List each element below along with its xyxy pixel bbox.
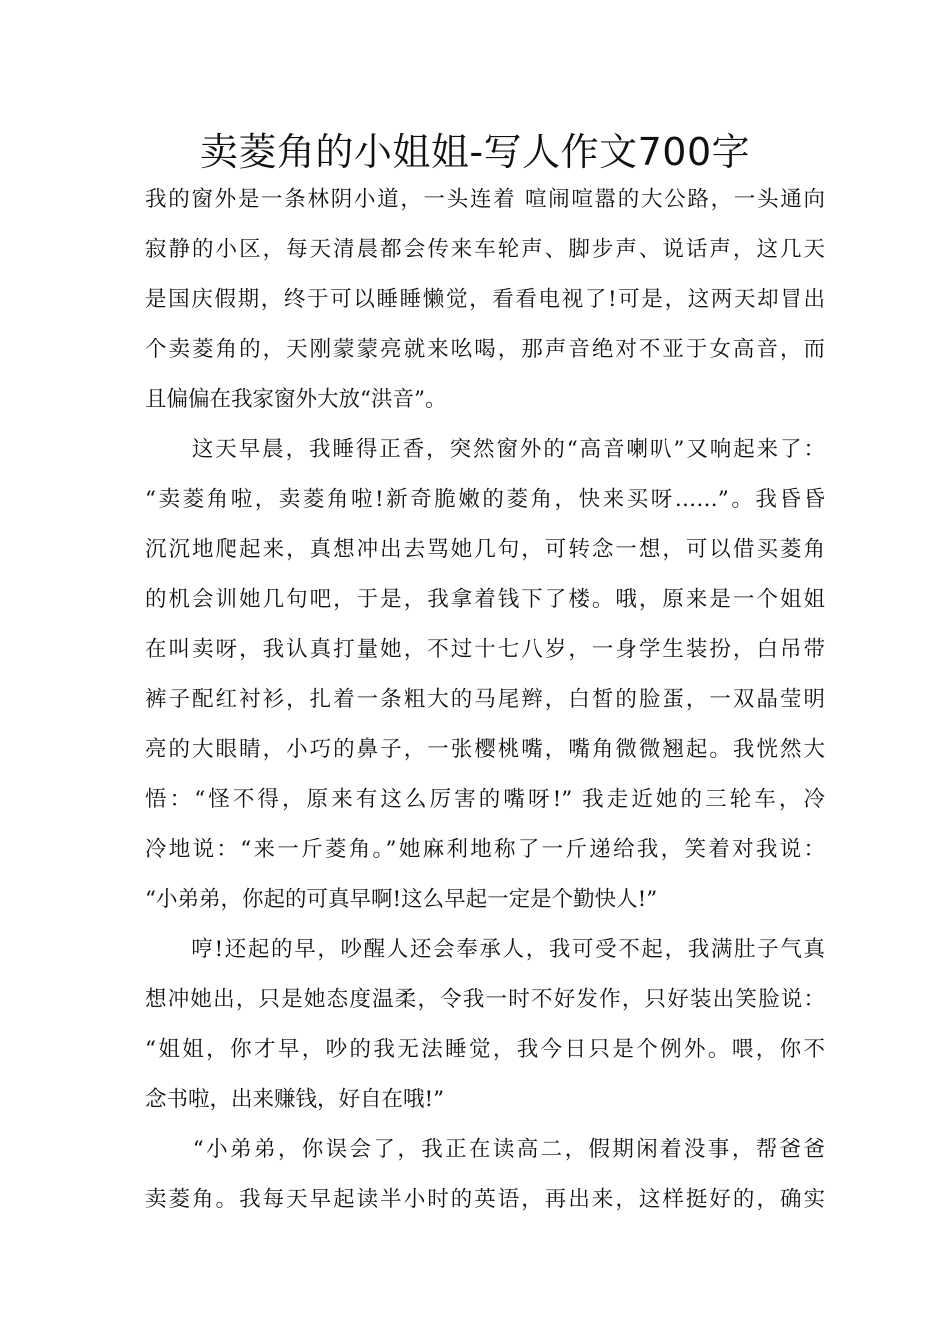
text-line: 这天早晨，我睡得正香，突然窗外的“高音喇叭”又响起来了： [145, 437, 825, 462]
text-line: 哼!还起的早，吵醒人还会奉承人，我可受不起，我满肚子气真 [145, 937, 825, 962]
text-line: “姐姐，你才早，吵的我无法睡觉，我今日只是个例外。喂，你不 [145, 1037, 825, 1062]
text-line: “卖菱角啦，卖菱角啦!新奇脆嫩的菱角，快来买呀……”。我昏昏 [145, 487, 825, 512]
text-line: 亮的大眼睛，小巧的鼻子，一张樱桃嘴，嘴角微微翘起。我恍然大 [145, 737, 825, 762]
text-line: 想冲她出，只是她态度温柔，令我一时不好发作，只好装出笑脸说： [145, 987, 825, 1012]
text-line: 念书啦，出来赚钱，好自在哦!” [145, 1087, 445, 1112]
text-line: 个卖菱角的，天刚蒙蒙亮就来吆喝，那声音绝对不亚于女高音，而 [145, 337, 825, 362]
text-line: 的机会训她几句吧，于是，我拿着钱下了楼。哦，原来是一个姐姐 [145, 587, 825, 612]
text-line: 在叫卖呀，我认真打量她，不过十七八岁，一身学生装扮，白吊带 [145, 637, 825, 662]
text-line: 是国庆假期，终于可以睡睡懒觉，看看电视了!可是，这两天却冒出 [145, 287, 825, 312]
document-body [145, 175, 825, 1225]
text-line: “小弟弟，你起的可真早啊!这么早起一定是个勤快人!” [145, 887, 658, 912]
document-title: 卖菱角的小姐姐-写人作文700字 [199, 130, 751, 174]
text-line: 寂静的小区，每天清晨都会传来车轮声、脚步声、说话声，这几天 [145, 237, 825, 262]
text-line: “小弟弟，你误会了，我正在读高二，假期闲着没事，帮爸爸 [145, 1137, 825, 1162]
text-line: 且偏偏在我家窗外大放“洪音”。 [145, 387, 447, 412]
text-line: 悟：“怪不得，原来有这么厉害的嘴呀!” 我走近她的三轮车，冷 [145, 787, 825, 812]
text-line: 我的窗外是一条林阴小道，一头连着 喧闹喧嚣的大公路，一头通向 [145, 187, 825, 212]
text-line: 裤子配红衬衫，扎着一条粗大的马尾辫，白皙的脸蛋，一双晶莹明 [145, 687, 825, 712]
text-line: 沉沉地爬起来，真想冲出去骂她几句，可转念一想，可以借买菱角 [145, 537, 825, 562]
text-line: 卖菱角。我每天早起读半小时的英语，再出来，这样挺好的，确实 [145, 1187, 825, 1212]
text-line: 冷地说：“来一斤菱角。”她麻利地称了一斤递给我，笑着对我说： [145, 837, 825, 862]
